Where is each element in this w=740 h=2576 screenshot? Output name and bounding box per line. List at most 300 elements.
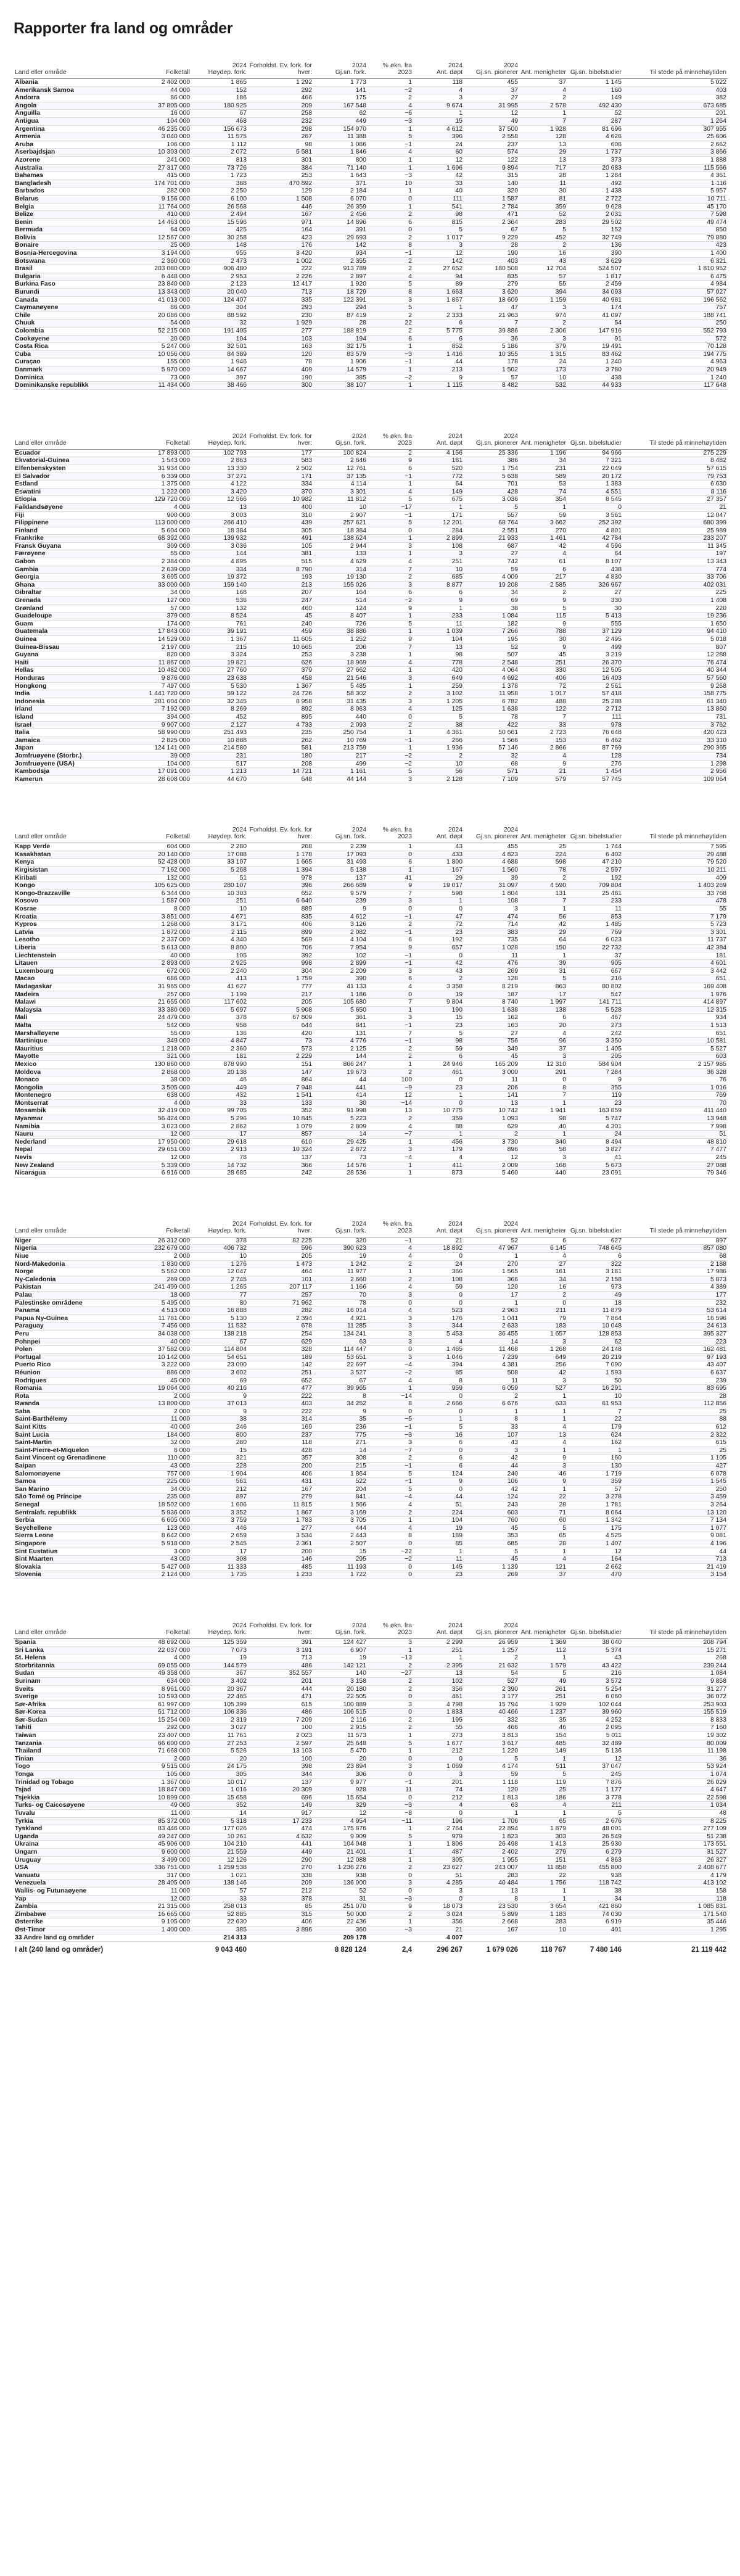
table-row [14,1416,728,1424]
cell-value: 3 402 [191,1677,248,1685]
cell-value: 892 [248,706,313,714]
cell-value: 164 [313,589,368,597]
cell-value: 24 946 [413,1060,464,1068]
cell-value: 485 [519,1740,567,1748]
cell-value: 8 [368,289,413,297]
cell-value: 1 928 [519,125,567,133]
cell-value: 2 072 [191,149,248,157]
table-row [14,382,728,390]
cell-value: 5 470 [313,1748,368,1756]
cell-value: 7 456 000 [137,1323,191,1331]
table-row [14,86,728,94]
cell-value: 250 [623,1485,728,1493]
table-row [14,659,728,667]
cell-value: 615 [623,1439,728,1447]
cell-value: 216 [567,975,623,983]
cell-value: 242 [248,1170,313,1178]
table-row [14,867,728,875]
cell-value: 42 [519,1369,567,1377]
country-name: Montenegro [14,1092,137,1100]
section-gap [14,1178,728,1221]
cell-value: 58 990 000 [137,729,191,737]
column-header: Gj.sn. bibelstudier [567,62,623,79]
cell-value: 395 327 [623,1330,728,1338]
table-row [14,1330,728,1338]
cell-value: 105 399 [191,1701,248,1709]
cell-value: 3 [464,1447,519,1455]
country-name: Curaçao [14,358,137,366]
cell-value: 26 370 [567,659,623,667]
cell-value: 85 372 000 [137,1817,191,1825]
cell-value: 878 990 [191,1060,248,1068]
cell-value: 12 [464,1154,519,1162]
cell-value: 7 [519,1092,567,1100]
cell-value: 4 [413,86,464,94]
cell-value: 913 789 [313,265,368,273]
table-row [14,265,728,273]
cell-value: 283 [519,218,567,226]
cell-value: 9 [413,1478,464,1486]
cell-value: 0 [368,991,413,999]
cell-value: 105 [191,952,248,960]
cell-value: 48 [623,1810,728,1818]
cell-value: 1 [519,1392,567,1400]
cell-value: 134 241 [313,1330,368,1338]
table-row [14,328,728,336]
cell-value: 250 [623,320,728,328]
cell-value: 2 226 [248,273,313,281]
cell-value: 1 606 [191,1501,248,1509]
cell-value: 108 [464,898,519,906]
cell-value: 527 [464,1677,519,1685]
cell-value: 409 [248,366,313,374]
cell-value: 2 662 [623,141,728,149]
cell-value: 973 [567,1284,623,1292]
cell-value: 20 [313,1755,368,1763]
country-name: Singapore [14,1540,137,1548]
cell-value: 12 566 [191,496,248,504]
country-name: Saint-Barthélemy [14,1416,137,1424]
cell-value: 18 502 000 [137,1501,191,1509]
cell-value: 3 705 [313,1517,368,1525]
cell-value: 1 [519,1447,567,1455]
country-name: Storbritannia [14,1662,137,1670]
cell-value: 120 [248,350,313,358]
cell-value: 40 216 [191,1385,248,1393]
cell-value: 35 [519,1716,567,1724]
cell-value: 8 [313,1392,368,1400]
cell-value: 12 [464,110,519,118]
cell-value: 49 358 000 [137,1670,191,1678]
cell-value: 2 [368,1724,413,1732]
cell-value: 12 047 [191,1268,248,1276]
cell-value: 6 [519,1237,567,1245]
cell-value: 934 [623,1014,728,1022]
cell-value: 57 560 [623,674,728,682]
column-header: 2024 Høydep. fork. [191,1221,248,1237]
country-name: Malta [14,1022,137,1030]
cell-value: 455 [464,843,519,851]
cell-value: 978 [567,721,623,729]
cell-value: 8 [368,1532,413,1540]
country-name: Peru [14,1330,137,1338]
column-header: 2024 Ant. døpt [413,1622,464,1639]
cell-value: 678 [248,1323,313,1331]
cell-value: 1 416 [413,350,464,358]
cell-value: 11 764 000 [137,203,191,211]
table-row [14,1817,728,1825]
cell-value: 1 [464,1408,519,1416]
cell-value: 119 [519,1778,567,1786]
cell-value: 102 044 [567,1701,623,1709]
cell-value: 2 [519,874,567,882]
table-row [14,449,728,457]
table-row [14,188,728,196]
cell-value: 959 [413,1385,464,1393]
cell-value: 83 462 [567,350,623,358]
cell-value: 5 254 [567,1685,623,1693]
cell-value: 51 [623,1131,728,1139]
cell-value: 44 [623,1548,728,1556]
cell-value: 0 [368,1346,413,1354]
country-name: Ny-Caledonia [14,1276,137,1284]
cell-value: 1 115 [413,382,464,390]
cell-value: 20 [191,1755,248,1763]
cell-value: 240 [248,620,313,628]
cell-value: 270 [464,1260,519,1268]
cell-value: 1 400 [623,250,728,258]
cell-value: 28 [519,1501,567,1509]
cell-value: 25 288 [567,698,623,706]
cell-value: 2 863 [191,457,248,465]
country-name: Tuvalu [14,1810,137,1818]
cell-value: 652 [248,1377,313,1385]
cell-value: 411 440 [623,1107,728,1115]
cell-value: 11 [464,952,519,960]
table-row [14,1131,728,1139]
cell-value: 1 041 [464,1315,519,1323]
table-row [14,1478,728,1486]
cell-value: 158 775 [623,690,728,698]
cell-value: 3 505 000 [137,1084,191,1092]
cell-value: 14 [191,1810,248,1818]
cell-value: 280 [191,1439,248,1447]
cell-value: 106 [464,1478,519,1486]
cell-value: 37 [567,952,623,960]
cell-value: 2 [368,921,413,929]
cell-value: 111 [413,195,464,203]
country-name: Marshalløyene [14,1030,137,1038]
table-row [14,1076,728,1084]
cell-value: 717 [519,164,567,172]
cell-value: 6 339 000 [137,473,191,481]
cell-value: 1 810 952 [623,265,728,273]
cell-value: 2 124 000 [137,1571,191,1579]
cell-value: 171 [248,473,313,481]
cell-value: 10 581 [623,1038,728,1046]
cell-value: 67 809 [248,1014,313,1022]
cell-value: 191 405 [191,328,248,336]
cell-value: 25 648 [313,1740,368,1748]
cell-value: 9 909 [313,1833,368,1841]
cell-value: 4 626 [567,133,623,141]
cell-value: 38 [413,721,464,729]
country-name: Burkina Faso [14,281,137,289]
cell-value: 1 017 [519,690,567,698]
cell-value: 2 646 [313,457,368,465]
column-header: 2024 Høydep. fork. [191,827,248,843]
table-row [14,457,728,465]
cell-value: 629 [464,1123,519,1131]
country-name: Chile [14,312,137,320]
country-name: Togo [14,1763,137,1771]
cell-value: 1 196 [519,449,567,457]
cell-value: 3 036 [191,542,248,550]
cell-value: 18 609 [464,296,519,304]
cell-value: 356 [413,1918,464,1926]
cell-value: 24 613 [623,1323,728,1331]
cell-value: 41 013 000 [137,296,191,304]
country-name: Sudan [14,1670,137,1678]
cell-value: 94 [413,273,464,281]
cell-value: 2 [368,721,413,729]
cell-value: 1 744 [567,843,623,851]
country-name: Norge [14,1268,137,1276]
cell-value: 2 239 [313,843,368,851]
cell-value: 9 876 000 [137,674,191,682]
cell-value: 27 [464,1030,519,1038]
cell-value: 644 [248,1022,313,1030]
cell-value: 315 [464,172,519,180]
cell-value: 38 [567,1887,623,1895]
cell-value: 4 [519,1556,567,1564]
cell-value: 104 000 [137,117,191,125]
cell-value: 19 673 [313,1068,368,1076]
cell-value: 4 629 [313,558,368,566]
cell-value: 201 [623,110,728,118]
cell-value: 209 [248,1880,313,1888]
cell-value: 51 238 [623,1833,728,1841]
table-row [14,651,728,659]
country-name: Kambodsja [14,768,137,776]
cell-value: 7 [368,566,413,574]
cell-value: 67 [313,1377,368,1385]
cell-value: 760 [464,1517,519,1525]
table-row [14,928,728,936]
cell-value: 69 055 000 [137,1662,191,1670]
cell-value: 366 [248,1162,313,1170]
cell-value: 22 [368,320,413,328]
cell-value: 9 515 000 [137,1763,191,1771]
country-name: Kongo-Brazzaville [14,890,137,898]
cell-value: 406 [519,674,567,682]
cell-value: 866 247 [313,1060,368,1068]
cell-value: 12 315 [623,1006,728,1014]
cell-value: 19 302 [623,1732,728,1740]
table-row [14,350,728,358]
country-name: Guinea-Bissau [14,643,137,651]
cell-value: 20 683 [567,164,623,172]
cell-value: 125 359 [191,1638,248,1646]
cell-value: 5 638 [464,473,519,481]
cell-value: 9 [413,597,464,605]
table-row [14,628,728,636]
cell-value: 30 [519,188,567,196]
country-name: Tyrkia [14,1817,137,1825]
cell-value: 1 441 720 000 [137,690,191,698]
cell-value: 3 896 [248,1926,313,1934]
cell-value: 17 091 000 [137,768,191,776]
cell-value: 7 [368,643,413,651]
cell-value: 4 [519,1424,567,1432]
cell-value: 5 530 [191,682,248,690]
table-row [14,1771,728,1779]
cell-value: 24 726 [248,690,313,698]
cell-value: 19 [313,1253,368,1261]
cell-value: 251 [519,659,567,667]
cell-value: 266 689 [313,882,368,890]
cell-value: 314 [313,566,368,574]
cell-value: 167 548 [313,102,368,110]
cell-value: 251 [413,558,464,566]
cell-value: 441 [313,1084,368,1092]
cell-value: 6 [413,335,464,343]
cell-value: 25 000 [137,242,191,250]
cell-value: 1 888 [623,156,728,164]
cell-value: 49 [567,1291,623,1299]
cell-value: 5 427 000 [137,1563,191,1571]
cell-value: 6 676 [464,1400,519,1408]
country-name: Øst-Timor [14,1926,137,1934]
cell-value: 3 [413,242,464,250]
cell-value: 2 [368,690,413,698]
subtotal-cell [137,1934,191,1942]
cell-value: 2 364 [464,218,519,226]
cell-value: 598 [519,859,567,867]
cell-value: 155 519 [623,1709,728,1717]
cell-value: 50 000 [313,1910,368,1918]
country-name: Bosnia-Hercegovina [14,250,137,258]
cell-value: 5 [368,304,413,312]
cell-value: 1 [368,1918,413,1926]
cell-value: 70 128 [623,343,728,351]
cell-value: 886 000 [137,1369,191,1377]
country-name: Monaco [14,1076,137,1084]
table-row [14,1748,728,1756]
cell-value: 24 148 [567,1346,623,1354]
cell-value: 223 [623,1338,728,1346]
table-row [14,906,728,914]
cell-value: 938 [567,1872,623,1880]
cell-value: 245 [567,1771,623,1779]
cell-value: 5 873 [623,1276,728,1284]
cell-value: 726 [313,620,368,628]
cell-value: 1 [413,1092,464,1100]
country-name: Panama [14,1307,137,1315]
cell-value: 899 [248,928,313,936]
cell-value: 20 040 [191,289,248,297]
cell-value: 1 [413,898,464,906]
cell-value: 552 793 [623,328,728,336]
cell-value: 5 650 [313,1006,368,1014]
cell-value: 24 479 000 [137,1014,191,1022]
cell-value: 1 257 [464,1646,519,1654]
cell-value: 6 448 000 [137,273,191,281]
cell-value: 355 [567,1084,623,1092]
table-row [14,605,728,613]
cell-value: 774 [623,566,728,574]
country-name: Saint Vincent og Grenadinene [14,1455,137,1463]
cell-value: 742 [464,558,519,566]
cell-value: 29 651 000 [137,1146,191,1154]
cell-value: 1 116 [623,180,728,188]
cell-value: 28 685 [191,1170,248,1178]
cell-value: 2 915 [313,1724,368,1732]
cell-value: 7 160 [623,1724,728,1732]
cell-value: 332 [464,1716,519,1724]
cell-value: 979 [413,1833,464,1841]
table-row [14,1833,728,1841]
cell-value: 32 [191,320,248,328]
cell-value: 648 [248,775,313,783]
cell-value: 3 499 000 [137,1856,191,1864]
cell-value: 80 009 [623,1740,728,1748]
cell-value: 190 [248,374,313,382]
cell-value: 27 [519,1260,567,1268]
cell-value: 72 [413,921,464,929]
cell-value: 0 [368,713,413,721]
cell-value: 1 213 [191,768,248,776]
cell-value: 119 [567,1092,623,1100]
cell-value: 14 463 000 [137,218,191,226]
cell-value: 46 [191,1076,248,1084]
cell-value: 233 [567,898,623,906]
country-name: Tyskland [14,1825,137,1833]
country-name: Nigeria [14,1245,137,1253]
cell-value: 444 [248,1685,313,1693]
cell-value: −1 [368,1038,413,1046]
column-header: 2024 Ant. døpt [413,62,464,79]
cell-value: 2 [368,574,413,582]
cell-value: 25 930 [567,1841,623,1849]
cell-value: 9 674 [413,102,464,110]
subtotal-cell [248,1934,313,1942]
cell-value: 4 [368,1245,413,1253]
cell-value: 5 723 [623,921,728,929]
cell-value: 136 000 [313,1880,368,1888]
cell-value: 2 825 000 [137,737,191,745]
cell-value: 42 [519,542,567,550]
country-name: Hongkong [14,682,137,690]
cell-value: 205 [248,1253,313,1261]
cell-value: 1 941 [519,1107,567,1115]
table-row [14,519,728,527]
cell-value: 37 135 [313,473,368,481]
cell-value: 76 648 [567,729,623,737]
table-row [14,1654,728,1662]
cell-value: 205 [248,999,313,1007]
country-name: Botswana [14,257,137,265]
cell-value: 335 [248,296,313,304]
cell-value: 41 133 [313,983,368,991]
cell-value: 68 [464,760,519,768]
cell-value: 3 813 [464,1732,519,1740]
table-row [14,1794,728,1802]
table-row [14,242,728,250]
cell-value: 9 268 [623,682,728,690]
cell-value: 557 [464,511,519,519]
table-row [14,1802,728,1810]
